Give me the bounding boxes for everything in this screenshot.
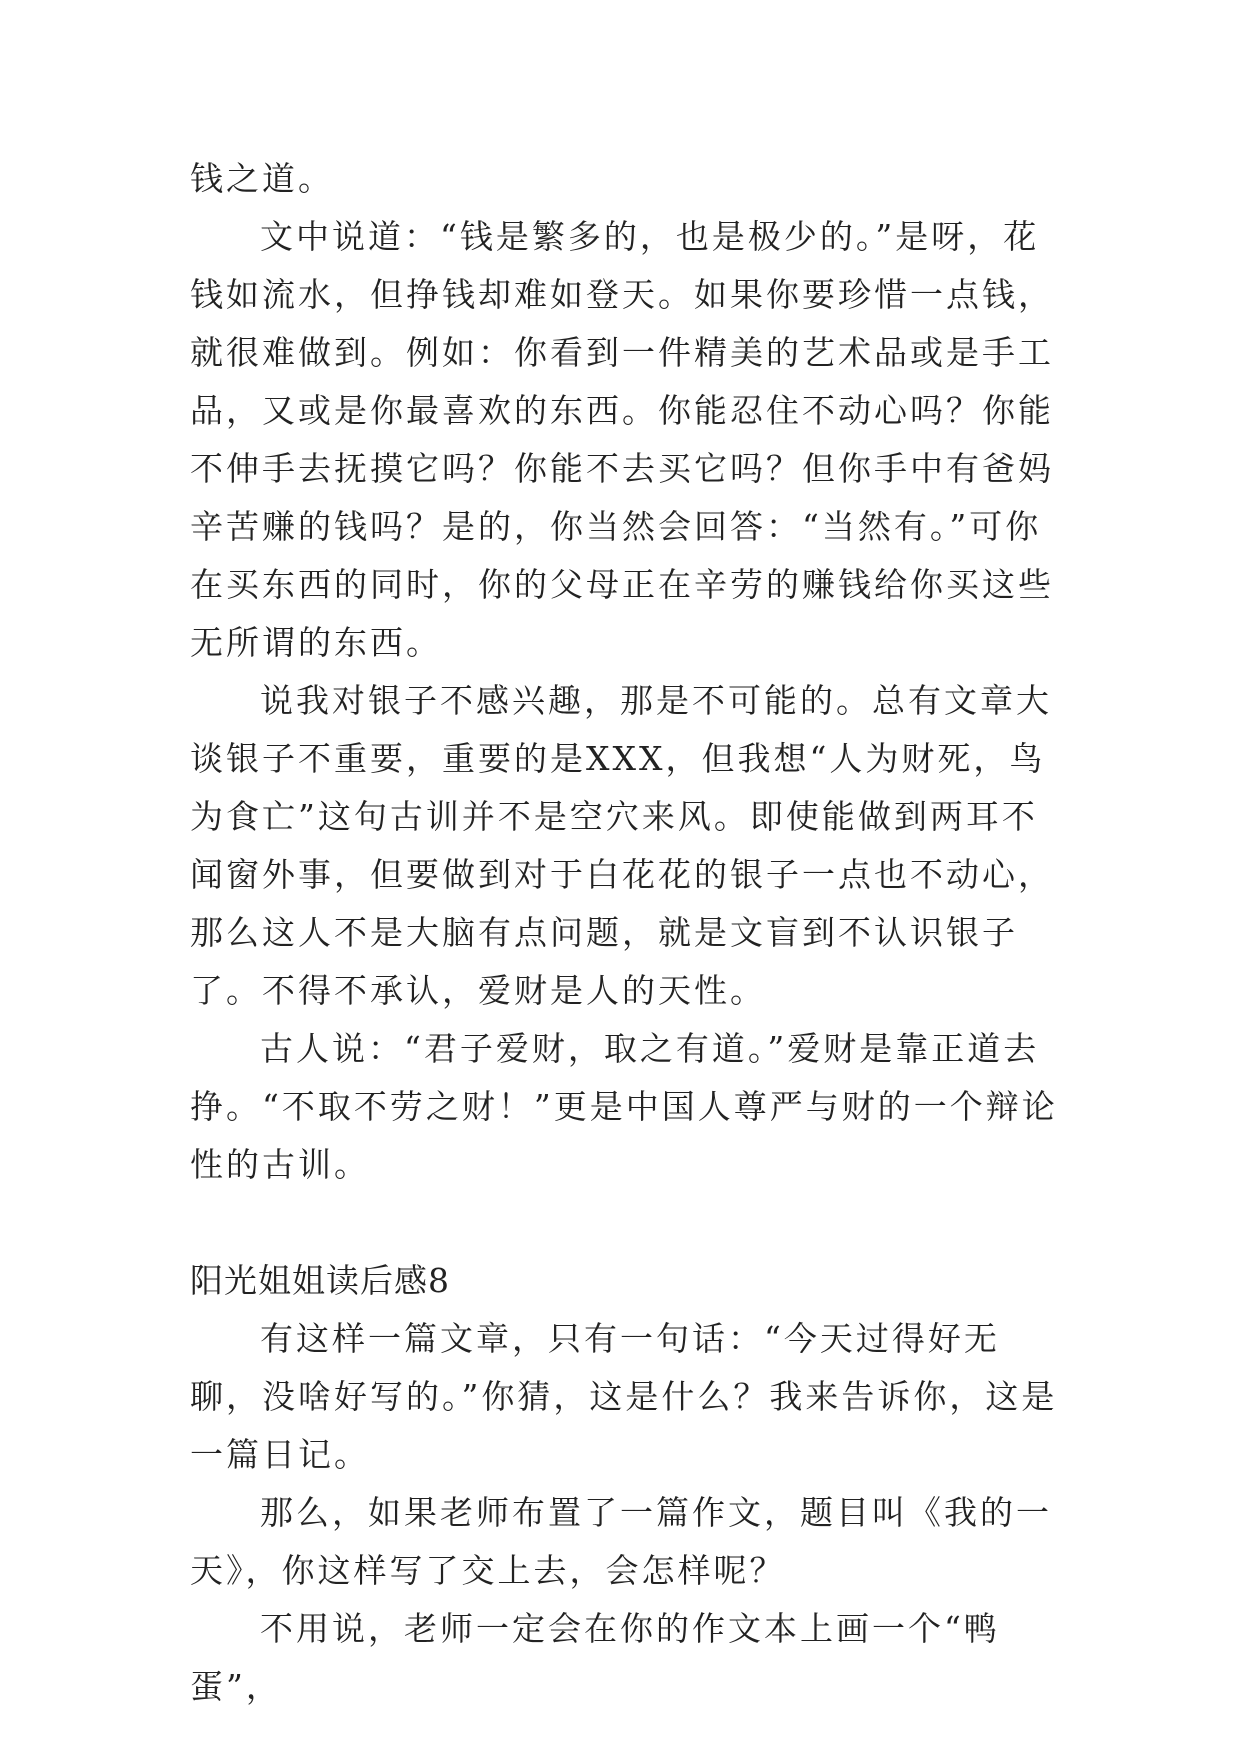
section-title: 阳光姐姐读后感8: [190, 1261, 450, 1300]
paragraph-continuation: 钱之道。: [190, 159, 334, 198]
document-body: [190, 150, 1060, 1716]
paragraph: 不用说，老师一定会在你的作文本上画一个“鸭蛋”，: [190, 1609, 1000, 1706]
paragraph: 有这样一篇文章，只有一句话：“今天过得好无聊，没啥好写的。”你猜，这是什么？我来告诉你，这是一篇日记。: [190, 1319, 1058, 1474]
paragraph: 那么，如果老师布置了一篇作文，题目叫《我的一天》，你这样写了交上去，会怎样呢？: [190, 1493, 1052, 1590]
paragraph: 说我对银子不感兴趣，那是不可能的。总有文章大谈银子不重要，重要的是XXX，但我想“人为财死，鸟为食亡”这句古训并不是空穴来风。即使能做到两耳不闻窗外事，但要做到对于白花花的银子一点也不动心，那么这人不是大脑有点问题，就是文盲到不认识银子了。不得不承认，爱财是人的天性。: [190, 681, 1054, 1010]
paragraph: 文中说道：“钱是繁多的，也是极少的。”是呀，花钱如流水，但挣钱却难如登天。如果你要珍惜一点钱，就很难做到。例如：你看到一件精美的艺术品或是手工品，又或是你最喜欢的东西。你能忍住不动心吗？你能不伸手去抚摸它吗？你能不去买它吗？但你手中有爸妈辛苦赚的钱吗？是的，你当然会回答：“当然有。”可你在买东西的同时，你的父母正在辛劳的赚钱给你买这些无所谓的东西。: [190, 217, 1054, 662]
paragraph: 古人说：“君子爱财，取之有道。”爱财是靠正道去挣。“不取不劳之财！”更是中国人尊严与财的一个辩论性的古训。: [190, 1029, 1058, 1184]
